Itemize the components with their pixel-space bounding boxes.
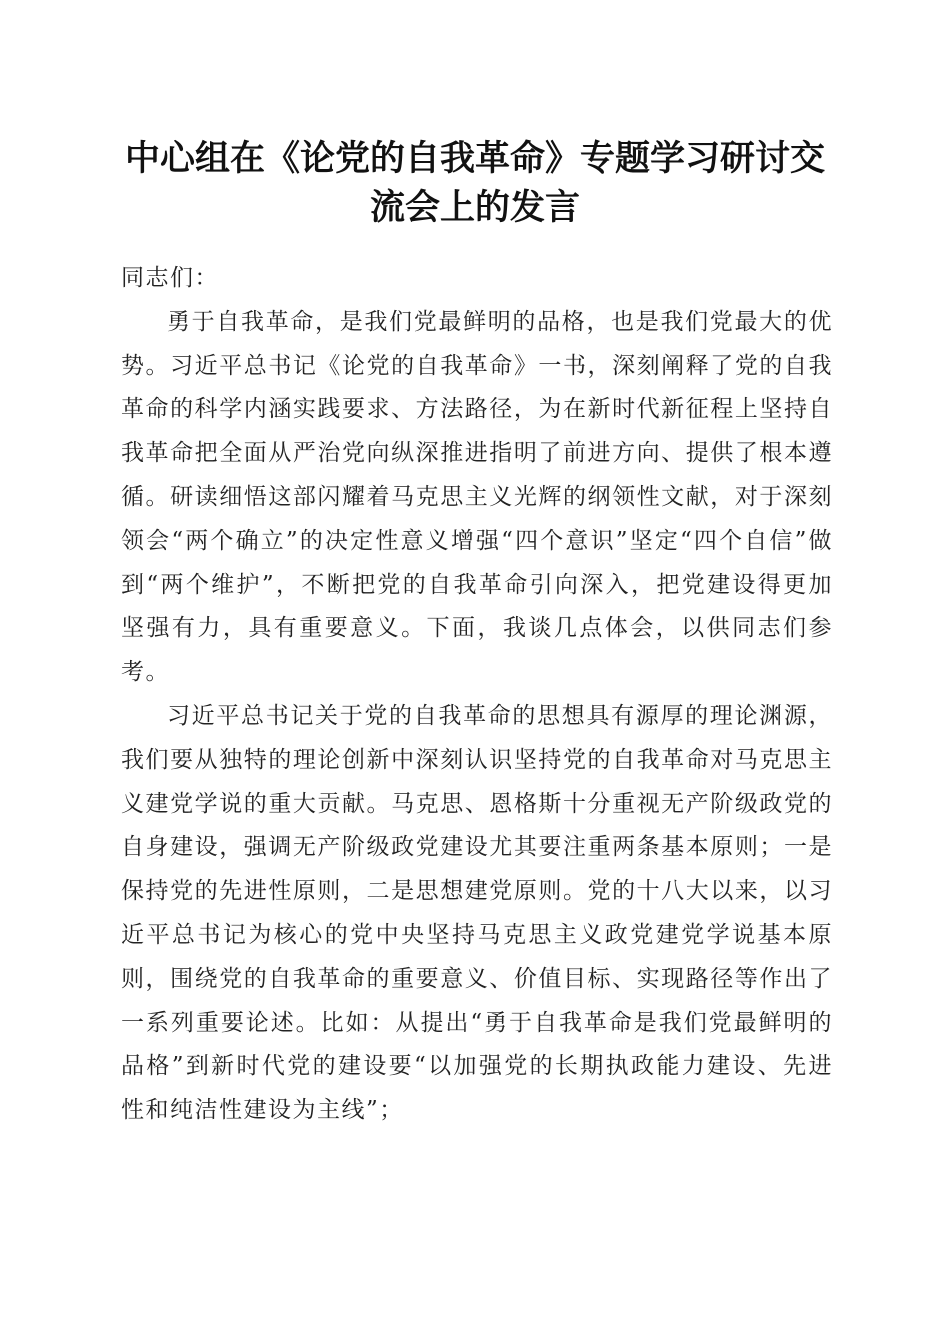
document-title [100, 134, 850, 232]
salutation: 同志们： [121, 265, 219, 291]
title-line-1: 中心组在《论党的自我革命》专题学习研讨交 [124, 138, 825, 179]
title-line-2: 流会上的发言 [369, 187, 580, 228]
paragraph-1: 勇于自我革命，是我们党最鲜明的品格，也是我们党最大的优势。习近平总书记《论党的自我革命》一书，深刻阐释了党的自我革命的科学内涵实践要求、方法路径，为在新时代新征程上坚持自我革命把全面从严治党向纵深推进指明了前进方向、提供了根本遵循。研读细悟这部闪耀着马克思主义光辉的纲领性文献，对于深刻领会“两个确立”的决定性意义增强“四个意识”坚定“四个自信”做到“两个维护”，不断把党的自我革命引向深入，把党建设得更加坚强有力，具有重要意义。下面，我谈几点体会，以供同志们参考。 [121, 308, 833, 686]
document-body [121, 257, 833, 1133]
paragraph-2: 习近平总书记关于党的自我革命的思想具有源厚的理论渊源，我们要从独特的理论创新中深刻认识坚持党的自我革命对马克思主义建党学说的重大贡献。马克思、恩格斯十分重视无产阶级政党的自身建设，强调无产阶级政党建设尤其要注重两条基本原则；一是保持党的先进性原则，二是思想建党原则。党的十八大以来，以习近平总书记为核心的党中央坚持马克思主义政党建党学说基本原则，围绕党的自我革命的重要意义、价值目标、实现路径等作出了一系列重要论述。比如：从提出“勇于自我革命是我们党最鲜明的品格”到新时代党的建设要“以加强党的长期执政能力建设、先进性和纯洁性建设为主线”； [121, 702, 833, 1124]
